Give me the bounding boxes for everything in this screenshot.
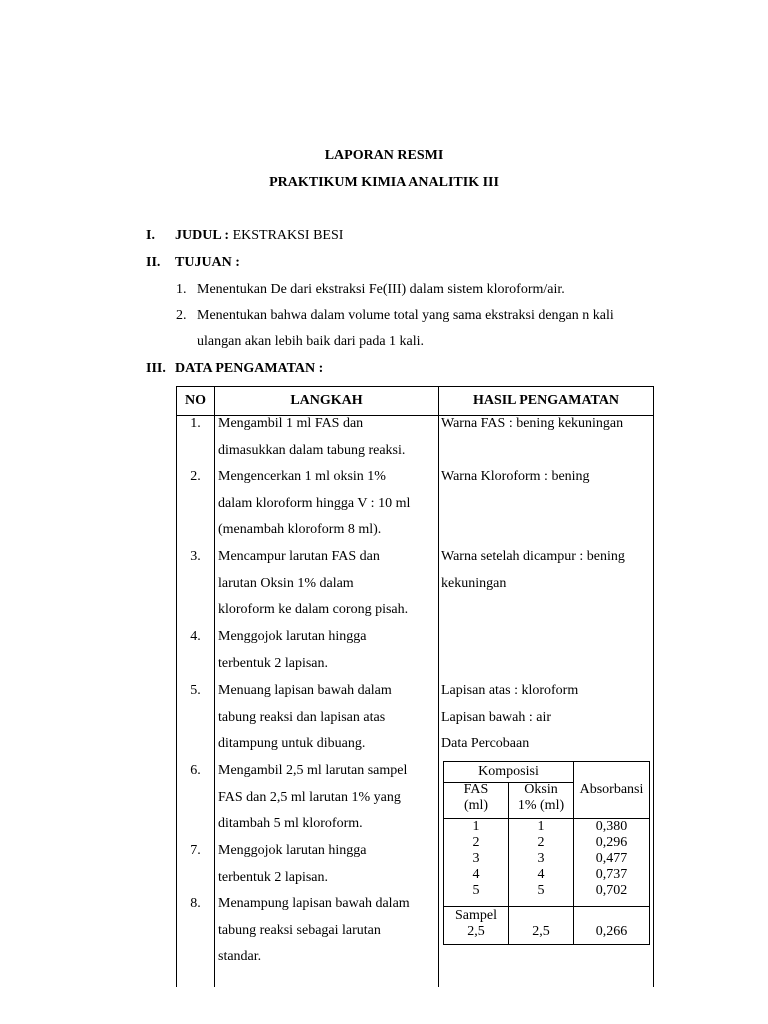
header-step: LANGKAH bbox=[290, 393, 363, 408]
column-divider bbox=[438, 387, 439, 987]
section-1-value: EKSTRAKSI BESI bbox=[229, 228, 344, 243]
step-text: Menggojok larutan hingga terbentuk 2 lapisan. bbox=[218, 843, 367, 885]
table-cell: 0,477 bbox=[595, 851, 628, 866]
table-cell: 0,702 bbox=[595, 883, 628, 898]
report-title: LAPORAN RESMI bbox=[324, 148, 444, 163]
row-number: 7. bbox=[190, 843, 201, 858]
objective-1-number: 1. bbox=[176, 282, 187, 297]
row-number: 2. bbox=[190, 469, 201, 484]
step-text: Mengencerkan 1 ml oksin 1% dalam kloroform hingga V : 10 ml (menambah kloroform 8 ml). bbox=[218, 469, 411, 538]
observation-text: Warna FAS : bening kekuningan bbox=[441, 416, 624, 431]
step-text: Mengambil 1 ml FAS dan dimasukkan dalam tabung reaksi. bbox=[218, 416, 406, 458]
section-3-number: III. bbox=[146, 361, 166, 376]
row-number: 6. bbox=[190, 763, 201, 778]
absorbansi-header: Absorbansi bbox=[579, 782, 644, 797]
observation-table bbox=[176, 386, 654, 987]
step-text: Menuang lapisan bawah dalam tabung reaksi dan lapisan atas ditampung untuk dibuang. bbox=[218, 683, 392, 752]
step-text: Mencampur larutan FAS dan larutan Oksin 1% dalam kloroform ke dalam corong pisah. bbox=[218, 549, 409, 618]
step-text: Mengambil 2,5 ml larutan sampel FAS dan 2,5 ml larutan 1% yang ditambah 5 ml kloroform. bbox=[218, 763, 408, 832]
section-2-number: II. bbox=[146, 255, 161, 270]
step-text: Menggojok larutan hingga terbentuk 2 lapisan. bbox=[218, 629, 367, 671]
objective-2-text: Menentukan bahwa dalam volume total yang sama ekstraksi dengan n kali bbox=[197, 308, 614, 323]
header-no: NO bbox=[185, 393, 206, 408]
table-cell: 3 bbox=[472, 851, 480, 866]
header-result: HASIL PENGAMATAN bbox=[472, 393, 620, 408]
absorbance-values bbox=[574, 819, 649, 899]
fas-values bbox=[444, 819, 508, 899]
objective-2-text-cont: ulangan akan lebih baik dari pada 1 kali. bbox=[197, 334, 425, 349]
objective-1-text: Menentukan De dari ekstraksi Fe(III) dalam sistem kloroform/air. bbox=[197, 282, 565, 297]
column-divider bbox=[214, 387, 215, 987]
table-cell: 0,296 bbox=[595, 835, 628, 850]
step-text: Menampung lapisan bawah dalam tabung reaksi sebagai larutan standar. bbox=[218, 896, 410, 965]
section-1-label: JUDUL : bbox=[175, 228, 230, 243]
row-number: 1. bbox=[190, 416, 201, 431]
oksin-header: Oksin 1% (ml) bbox=[517, 782, 565, 813]
table-cell: 4 bbox=[472, 867, 480, 882]
table-cell: 5 bbox=[537, 883, 545, 898]
observation-text: Warna setelah dicampur : bening kekuningan bbox=[441, 549, 625, 591]
section-1-number: I. bbox=[146, 228, 155, 243]
table-cell: 3 bbox=[537, 851, 545, 866]
table-cell: 2 bbox=[472, 835, 480, 850]
komposisi-header: Komposisi bbox=[478, 764, 539, 779]
table-cell: 4 bbox=[537, 867, 545, 882]
objective-2-number: 2. bbox=[176, 308, 187, 323]
row-number: 5. bbox=[190, 683, 201, 698]
observation-text: Warna Kloroform : bening bbox=[441, 469, 590, 484]
sampel-oksin: 2,5 bbox=[532, 924, 550, 939]
fas-header: FAS (ml) bbox=[463, 782, 489, 813]
table-cell: 2 bbox=[537, 835, 545, 850]
row-number: 8. bbox=[190, 896, 201, 911]
oksin-values bbox=[509, 819, 573, 899]
absorbance-data-table bbox=[443, 761, 650, 945]
observation-text: Lapisan atas : kloroform Lapisan bawah : air Data Percobaan bbox=[441, 683, 579, 752]
table-cell: 1 bbox=[472, 819, 480, 834]
section-1-heading bbox=[175, 228, 343, 244]
table-cell: 0,380 bbox=[595, 819, 628, 834]
section-2-label: TUJUAN : bbox=[175, 255, 240, 270]
row-number: 4. bbox=[190, 629, 201, 644]
sampel-absorbance: 0,266 bbox=[595, 924, 628, 939]
section-3-label: DATA PENGAMATAN : bbox=[175, 361, 324, 376]
report-subtitle: PRAKTIKUM KIMIA ANALITIK III bbox=[269, 175, 499, 190]
row-number: 3. bbox=[190, 549, 201, 564]
sampel-fas: Sampel 2,5 bbox=[455, 908, 497, 939]
table-cell: 5 bbox=[472, 883, 480, 898]
grid-line bbox=[444, 906, 649, 907]
table-cell: 0,737 bbox=[595, 867, 628, 882]
table-cell: 1 bbox=[537, 819, 545, 834]
